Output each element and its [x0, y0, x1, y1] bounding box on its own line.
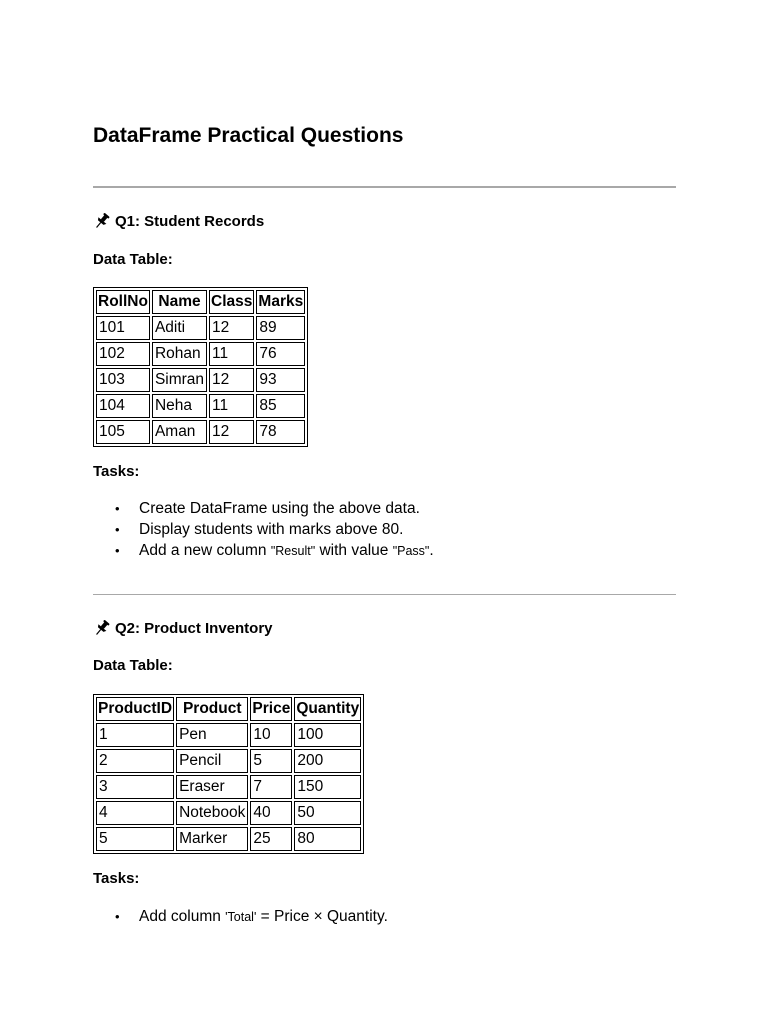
column-header: Quantity	[294, 697, 361, 721]
table-header-row	[96, 697, 361, 721]
table-cell: 12	[209, 368, 254, 392]
table-cell: 40	[250, 801, 292, 825]
table-row	[96, 368, 305, 392]
table-cell: Aman	[152, 420, 207, 444]
table-cell: 11	[209, 394, 254, 418]
table-cell: 78	[256, 420, 305, 444]
code-literal: "Result"	[270, 544, 316, 558]
table-header-row	[96, 290, 305, 314]
task-text: Display students with marks above 80.	[139, 521, 404, 538]
table-cell: 150	[294, 775, 361, 799]
q1-student-table	[93, 287, 308, 447]
table-cell: 103	[96, 368, 150, 392]
q1-heading	[92, 212, 264, 230]
table-cell: 80	[294, 827, 361, 851]
table-cell: 12	[209, 316, 254, 340]
column-header: ProductID	[96, 697, 174, 721]
table-row	[96, 723, 361, 747]
table-row	[96, 420, 305, 444]
table-cell: 10	[250, 723, 292, 747]
table-row	[96, 342, 305, 366]
table-cell: 3	[96, 775, 174, 799]
column-header: Marks	[256, 290, 305, 314]
table-cell: 7	[250, 775, 292, 799]
table-row	[96, 827, 361, 851]
table-cell: Simran	[152, 368, 207, 392]
table-cell: 93	[256, 368, 305, 392]
q1-task-list	[93, 498, 434, 561]
task-item	[139, 519, 434, 540]
table-cell: Pencil	[176, 749, 248, 773]
task-item	[139, 498, 434, 519]
table-cell: 4	[96, 801, 174, 825]
task-text: Add column	[139, 908, 226, 925]
task-text: with value	[315, 542, 393, 559]
table-cell: 85	[256, 394, 305, 418]
table-cell: Rohan	[152, 342, 207, 366]
column-header: Class	[209, 290, 254, 314]
q2-task-list	[93, 906, 388, 927]
table-cell: 50	[294, 801, 361, 825]
table-cell: 101	[96, 316, 150, 340]
column-header: RollNo	[96, 290, 150, 314]
table-cell: 200	[294, 749, 361, 773]
table-cell: 25	[250, 827, 292, 851]
table-row	[96, 394, 305, 418]
table-cell: 105	[96, 420, 150, 444]
task-text: Add a new column	[139, 542, 271, 559]
task-text: Create DataFrame using the above data.	[139, 500, 420, 517]
table-row	[96, 801, 361, 825]
task-text: = Price × Quantity.	[256, 908, 388, 925]
q1-data-table-label: Data Table:	[93, 251, 173, 268]
table-cell: 89	[256, 316, 305, 340]
task-item	[139, 906, 388, 927]
page-title: DataFrame Practical Questions	[93, 124, 404, 147]
divider	[93, 186, 676, 188]
table-cell: 100	[294, 723, 361, 747]
table-cell: 5	[96, 827, 174, 851]
code-literal: "Pass"	[392, 544, 430, 558]
table-cell: 2	[96, 749, 174, 773]
q2-product-table	[93, 694, 364, 854]
q2-tasks-label: Tasks:	[93, 870, 140, 887]
table-row	[96, 316, 305, 340]
q2-data-table-label: Data Table:	[93, 657, 173, 674]
column-header: Name	[152, 290, 207, 314]
task-item	[139, 540, 434, 561]
table-cell: 102	[96, 342, 150, 366]
table-row	[96, 749, 361, 773]
pushpin-icon	[92, 619, 112, 637]
code-literal: 'Total'	[225, 910, 257, 924]
table-cell: 104	[96, 394, 150, 418]
q2-heading-text: Q2: Product Inventory	[115, 619, 273, 637]
table-cell: 5	[250, 749, 292, 773]
table-cell: Eraser	[176, 775, 248, 799]
table-cell: Aditi	[152, 316, 207, 340]
table-cell: Notebook	[176, 801, 248, 825]
table-cell: Marker	[176, 827, 248, 851]
column-header: Price	[250, 697, 292, 721]
q1-tasks-label: Tasks:	[93, 463, 140, 480]
table-cell: Pen	[176, 723, 248, 747]
table-cell: 11	[209, 342, 254, 366]
table-cell: 12	[209, 420, 254, 444]
divider	[93, 594, 676, 595]
table-cell: 1	[96, 723, 174, 747]
pushpin-icon	[92, 212, 112, 230]
q2-heading	[92, 619, 273, 637]
task-text: .	[429, 542, 434, 559]
column-header: Product	[176, 697, 248, 721]
table-cell: Neha	[152, 394, 207, 418]
table-row	[96, 775, 361, 799]
q1-heading-text: Q1: Student Records	[115, 212, 265, 230]
table-cell: 76	[256, 342, 305, 366]
